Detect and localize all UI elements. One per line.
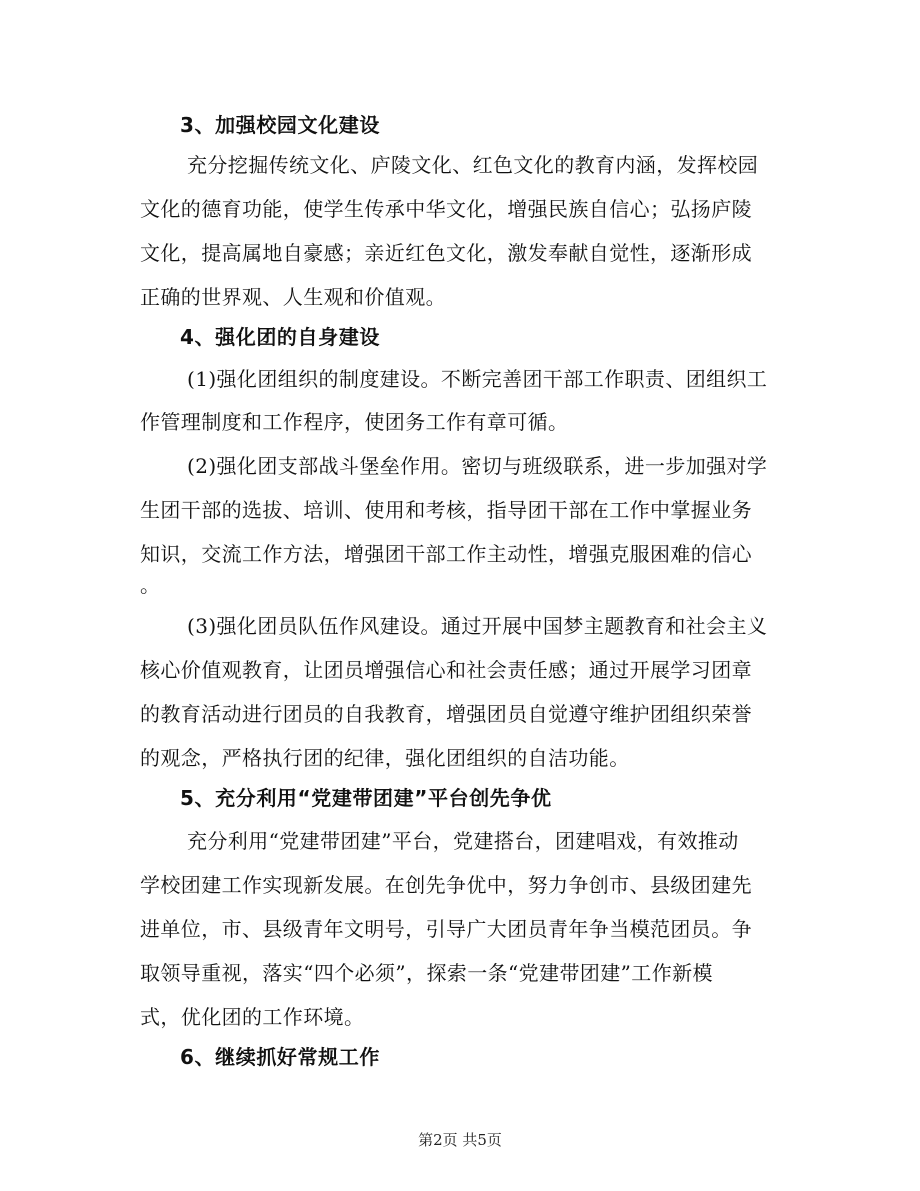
paragraph-line: 生团干部的选拔、培训、使用和考核，指导团干部在工作中掌握业务 [140,498,752,522]
paragraph-line: 正确的世界观、人生观和价值观。 [140,285,446,309]
paragraph-line: (3)强化团员队伍作风建设。通过开展中国梦主题教育和社会主义 [187,614,768,638]
section-heading: 6、继续抓好常规工作 [180,1045,380,1069]
section-heading: 4、强化团的自身建设 [180,325,380,349]
paragraph-line: 式，优化团的工作环境。 [140,1005,365,1029]
paragraph-line: 的观念，严格执行团的纪律，强化团组织的自洁功能。 [140,746,630,770]
paragraph-line: 充分利用“党建带团建”平台，党建搭台，团建唱戏，有效推动 [187,829,739,853]
paragraph-line: 作管理制度和工作程序，使团务工作有章可循。 [140,410,569,434]
paragraph-line: 学校团建工作实现新发展。在创先争优中，努力争创市、县级团建先 [140,873,752,897]
paragraph-line: 文化的德育功能，使学生传承中华文化，增强民族自信心；弘扬庐陵 [140,197,752,221]
paragraph-line: 充分挖掘传统文化、庐陵文化、红色文化的教育内涵，发挥校园 [187,153,759,177]
paragraph-line: 的教育活动进行团员的自我教育，增强团员自觉遵守维护团组织荣誉 [140,702,752,726]
paragraph-line: 知识，交流工作方法，增强团干部工作主动性，增强克服困难的信心 [140,542,752,566]
page-footer: 第2页 共5页 [418,1131,502,1149]
paragraph-line: 。 [140,573,161,597]
paragraph-line: (1)强化团组织的制度建设。不断完善团干部工作职责、团组织工 [187,367,768,391]
paragraph-line: 进单位，市、县级青年文明号，引导广大团员青年争当模范团员。争 [140,917,752,941]
section-heading: 5、充分利用“党建带团建”平台创先争优 [180,786,552,810]
section-heading: 3、加强校园文化建设 [180,113,380,137]
paragraph-line: 文化，提高属地自豪感；亲近红色文化，激发奉献自觉性，逐渐形成 [140,241,752,265]
paragraph-line: (2)强化团支部战斗堡垒作用。密切与班级联系，进一步加强对学 [187,454,768,478]
paragraph-line: 核心价值观教育，让团员增强信心和社会责任感；通过开展学习团章 [140,658,752,682]
paragraph-line: 取领导重视，落实“四个必须”，探索一条“党建带团建”工作新模 [140,961,713,985]
